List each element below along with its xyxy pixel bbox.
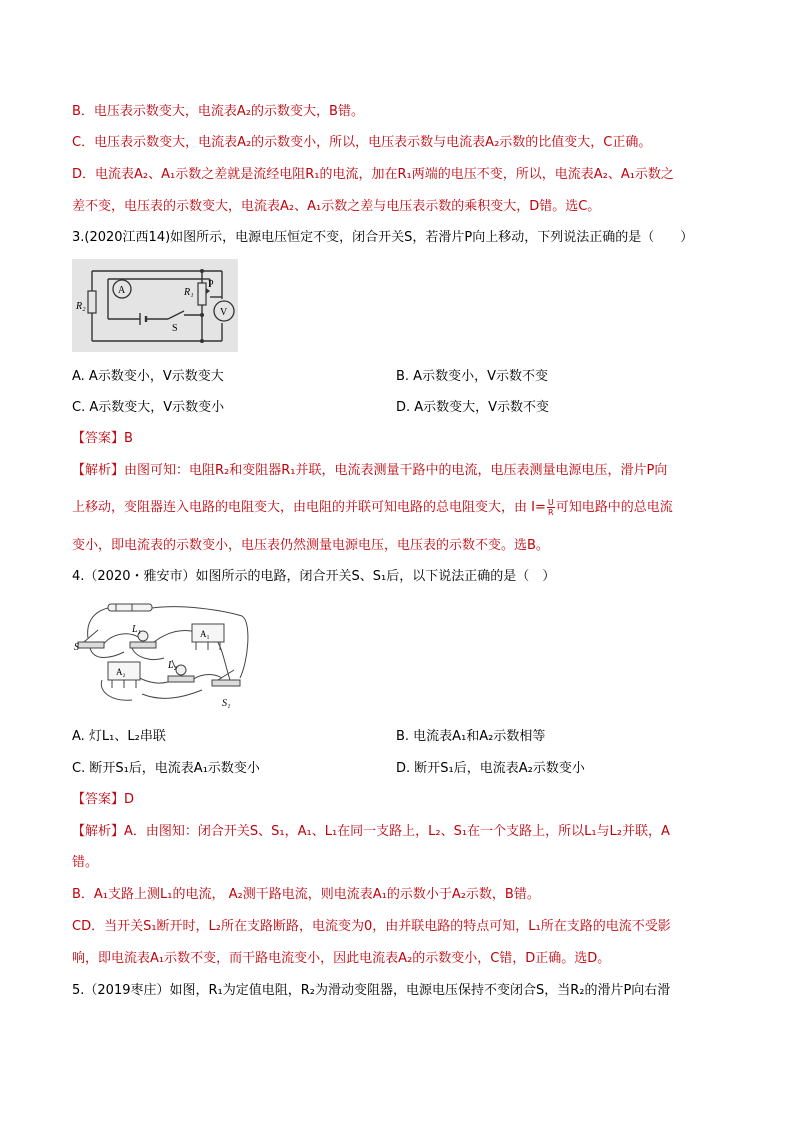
q4-option-d: D. 断开S₁后，电流表A₂示数变小 <box>396 761 585 776</box>
q4-option-a: A. 灯L₁、L₂串联 <box>72 729 166 744</box>
q3-analysis-line-2-start: 上移动，变阻器连入电路的电阻变大，由电阻的并联可知电路的总电阻变大，由 I= <box>72 500 546 515</box>
q4-option-b: B. 电流表A₁和A₂示数相等 <box>396 729 546 744</box>
q4-s-label: S <box>74 642 79 653</box>
q4-s1-label: S₁ <box>222 698 231 709</box>
q3-analysis-line-2-end: 可知电路中的总电流 <box>555 500 673 515</box>
q4-circuit-figure <box>72 602 256 712</box>
q4-analysis-line-4: CD．当开关S₁断开时，L₂所在支路断路，电流变为0，由并联电路的特点可知，L₁所在支路的电流不受影 <box>72 919 671 934</box>
q3-fraction-numerator: U <box>547 498 554 507</box>
q4-l2-label: L₂ <box>168 660 178 671</box>
q4-l1-label: L₁ <box>132 624 142 635</box>
q3-voltmeter-label: V <box>220 307 228 318</box>
question-4-stem: 4.（2020・雅安市）如图所示的电路，闭合开关S、S₁后，以下说法正确的是（ ） <box>72 569 556 584</box>
q3-option-c: C. A示数变大，V示数变小 <box>72 400 225 415</box>
q4-analysis-line-5: 响，即电流表A₁示数不变，而干路电流变小，因此电流表A₂的示数变小，C错，D正确。选D。 <box>72 951 611 966</box>
q3-r2-label: R₂ <box>76 301 86 312</box>
q3-analysis-line-2 <box>72 498 673 517</box>
q3-ammeter-label: A <box>118 285 126 296</box>
q4-answer: 【答案】D <box>72 792 135 807</box>
q3-fraction-denominator: R <box>548 508 554 517</box>
q4-a2-label: A₂ <box>116 667 126 677</box>
analysis-line-d-2: 差不变，电压表的示数变大，电流表A₂、A₁示数之差与电压表示数的乘积变大，D错。选C。 <box>72 199 601 214</box>
q4-option-c: C. 断开S₁后，电流表A₁示数变小 <box>72 761 260 776</box>
q3-option-d: D. A示数变大，V示数不变 <box>396 400 550 415</box>
question-3-stem: 3.(2020江西14)如图所示，电源电压恒定不变，闭合开关S，若滑片P向上移动，下列说法正确的是（ ） <box>72 230 694 245</box>
q3-r1-label: R₁ <box>184 287 194 298</box>
q3-option-a: A. A示数变小，V示数变大 <box>72 369 224 384</box>
q4-analysis-line-1: 【解析】A．由图知：闭合开关S、S₁，A₁、L₁在同一支路上，L₂、S₁在一个支路上，所以L₁与L₂并联，A <box>72 824 670 839</box>
q3-circuit-figure <box>72 259 238 352</box>
q4-a1-label: A₁ <box>200 629 210 639</box>
q3-slider-label: P <box>208 279 214 290</box>
q3-ohm-law-fraction <box>547 498 555 517</box>
analysis-line-c: C．电压表示数变大，电流表A₂的示数变小，所以，电压表示数与电流表A₂示数的比值变大，C正确。 <box>72 135 652 150</box>
q3-analysis-line-1: 【解析】由图可知：电阻R₂和变阻器R₁并联，电流表测量干路中的电流，电压表测量电源电压，滑片P向 <box>72 463 668 478</box>
question-5-stem: 5.（2019枣庄）如图，R₁为定值电阻，R₂为滑动变阻器，电源电压保持不变闭合S，当R₂的滑片P向右滑 <box>72 983 671 998</box>
q3-answer: 【答案】B <box>72 431 133 446</box>
q3-analysis-line-3: 变小，即电流表的示数变小，电压表仍然测量电源电压，电压表的示数不变。选B。 <box>72 538 549 553</box>
q4-analysis-line-2: 错。 <box>72 855 99 870</box>
q3-option-b: B. A示数变小，V示数不变 <box>396 369 548 384</box>
q3-switch-label: S <box>172 323 178 334</box>
analysis-line-b: B．电压表示数变大，电流表A₂的示数变大，B错。 <box>72 104 364 119</box>
q4-circuit-diagram <box>72 602 256 712</box>
analysis-line-d-1: D．电流表A₂、A₁示数之差就是流经电阻R₁的电流，加在R₁两端的电压不变，所以，电流表A₂、A₁示数之 <box>72 167 674 182</box>
q3-circuit-diagram <box>72 259 238 352</box>
q4-analysis-line-3: B．A₁支路上测L₁的电流， A₂测干路电流，则电流表A₁的示数小于A₂示数，B错。 <box>72 887 540 902</box>
